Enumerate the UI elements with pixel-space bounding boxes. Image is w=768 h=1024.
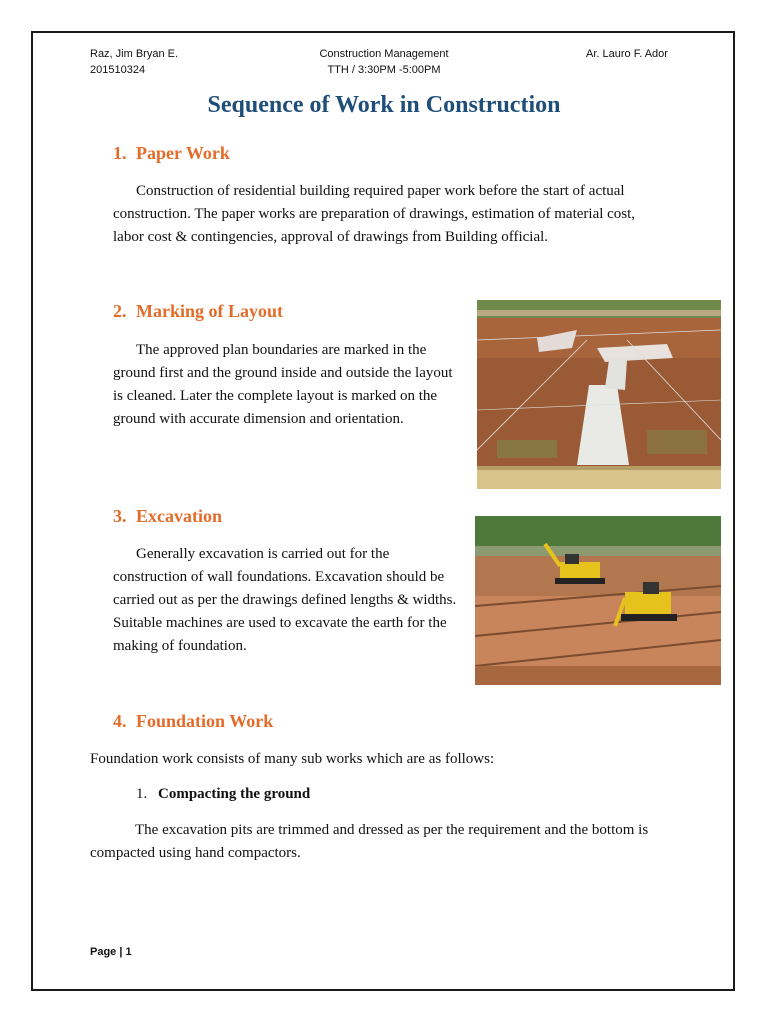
page-number: Page | 1 xyxy=(90,946,132,958)
instructor-name: Ar. Lauro F. Ador xyxy=(586,48,668,60)
layout-marking-photo xyxy=(477,300,721,489)
section-title: Marking of Layout xyxy=(136,301,284,321)
section-title: Paper Work xyxy=(136,143,230,163)
subsection-number: 1. xyxy=(136,786,148,802)
header-right xyxy=(586,46,668,62)
section-number: 1. xyxy=(113,143,127,163)
header-left xyxy=(90,46,178,78)
author-name: Raz, Jim Bryan E. xyxy=(90,48,179,60)
section-title: Foundation Work xyxy=(136,711,274,731)
section-number: 2. xyxy=(113,301,127,321)
section-paragraph-excavation: Generally excavation is carried out for the construction of wall foundations. Excavation should be carried out as per the drawings defined lengths & widths. Suitable machines are used to excavate the earth for the making of foundation. xyxy=(113,546,457,654)
section-heading-paper-work xyxy=(113,143,230,164)
header-center xyxy=(284,46,484,78)
section-heading-excavation xyxy=(113,506,222,527)
section-title: Excavation xyxy=(136,506,223,526)
class-schedule: TTH / 3:30PM -5:00PM xyxy=(327,64,441,76)
student-id: 201510324 xyxy=(90,64,146,76)
section-heading-foundation-work xyxy=(113,711,273,732)
excavation-photo xyxy=(475,516,721,685)
section-number: 4. xyxy=(113,711,127,731)
section-paragraph-marking-of-layout: The approved plan boundaries are marked in the ground first and the ground inside and outside the layout is cleaned. Later the complete layout is marked on the ground with accurate dimension and orientation. xyxy=(113,342,453,427)
course-name: Construction Management xyxy=(319,48,449,60)
excavation-image xyxy=(475,516,721,685)
section-paragraph-foundation-work: Foundation work consists of many sub works which are as follows: xyxy=(90,751,495,767)
subsection-title: Compacting the ground xyxy=(158,786,311,802)
layout-marking-image xyxy=(477,300,721,489)
subsection-heading-compacting xyxy=(136,786,310,803)
section-heading-marking-of-layout xyxy=(113,301,283,322)
subsection-paragraph-compacting: The excavation pits are trimmed and dressed as per the requirement and the bottom is compacted using hand compactors. xyxy=(90,822,649,861)
document-title: Sequence of Work in Construction xyxy=(207,92,561,118)
section-paragraph-paper-work: Construction of residential building required paper work before the start of actual construction. The paper works are preparation of drawings, estimation of material cost, labor cost & contingencies, approval of drawings from Building official. xyxy=(113,183,636,245)
section-number: 3. xyxy=(113,506,127,526)
